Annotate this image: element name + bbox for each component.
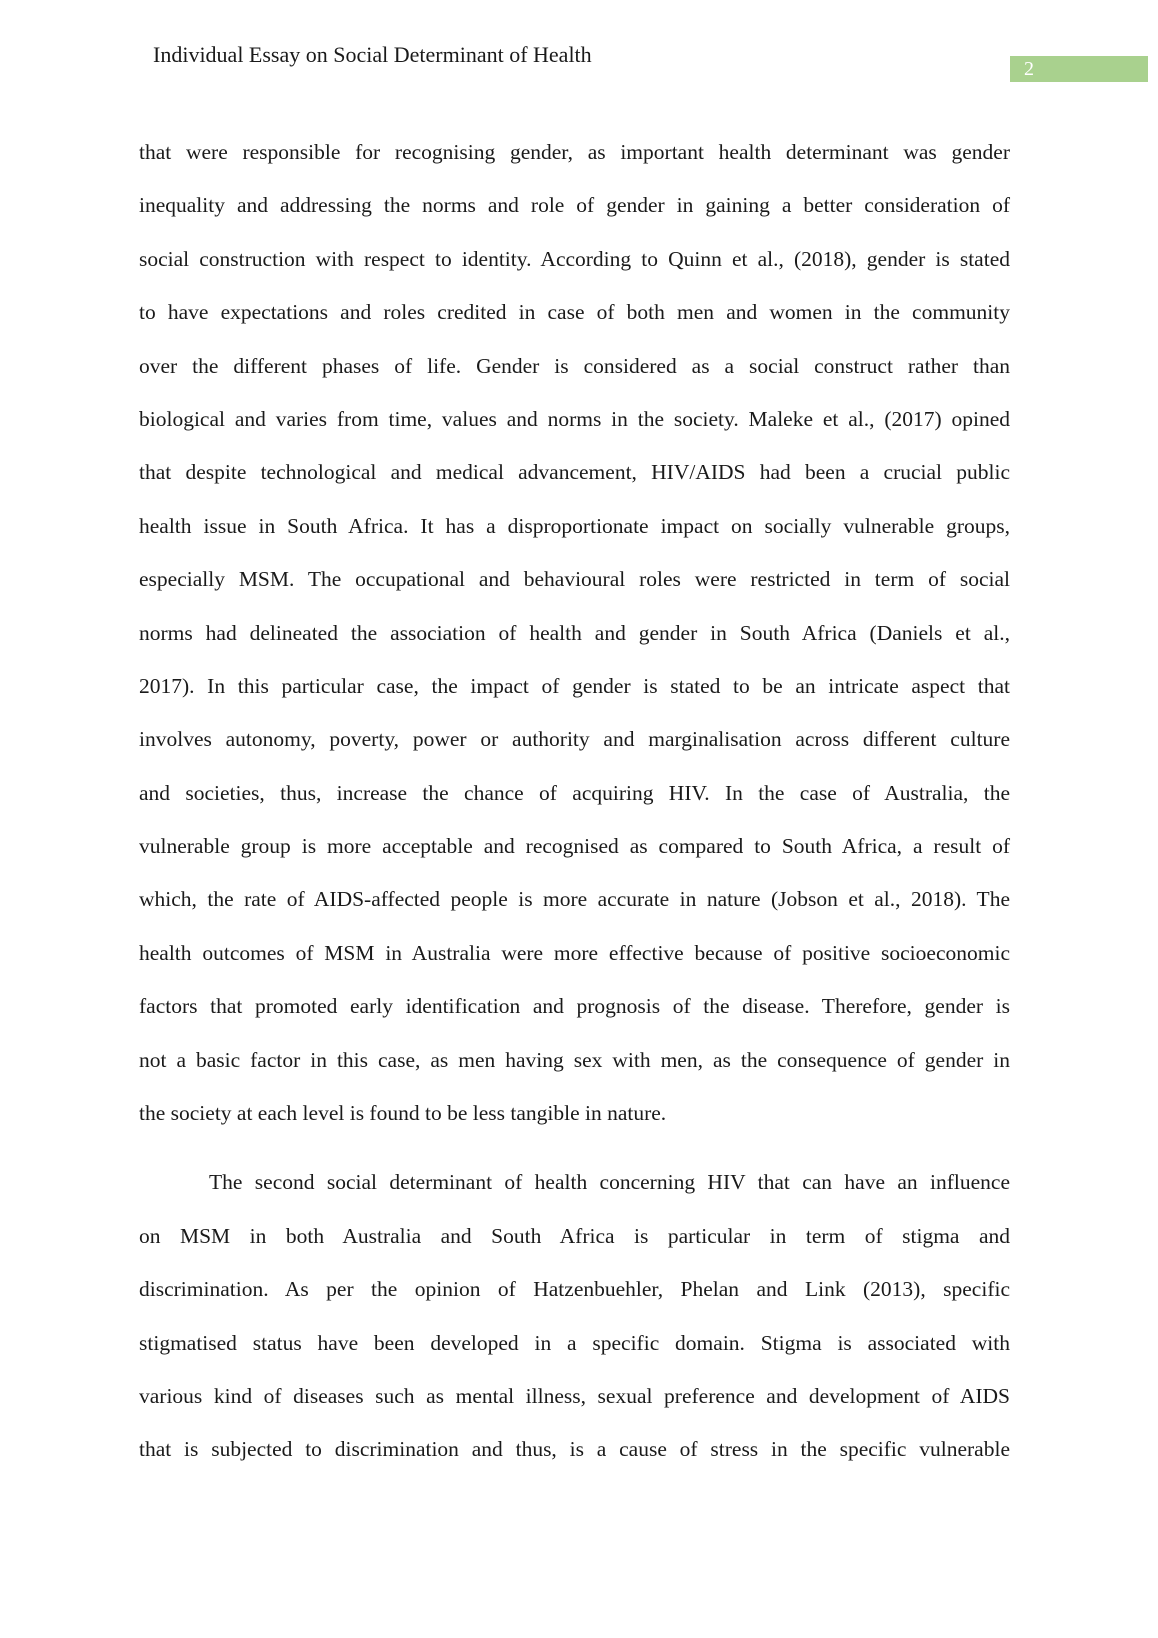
paragraph-spacer — [139, 1140, 1010, 1156]
text-line: norms had delineated the association of health and gender in South Africa (Daniels et al., — [139, 620, 1010, 645]
text-line: discrimination. As per the opinion of Hatzenbuehler, Phelan and Link (2013), specific — [139, 1277, 1010, 1302]
text-line: stigmatised status have been developed in a specific domain. Stigma is associated with — [139, 1330, 1010, 1355]
text-line: The second social determinant of health concerning HIV that can have an influence — [209, 1170, 1010, 1195]
text-line: vulnerable group is more acceptable and recognised as compared to South Africa, a result of — [139, 834, 1010, 859]
text-line: inequality and addressing the norms and role of gender in gaining a better consideration of — [139, 193, 1010, 218]
text-line: that is subjected to discrimination and thus, is a cause of stress in the specific vulnerable — [139, 1437, 1010, 1462]
text-line: social construction with respect to identity. According to Quinn et al., (2018), gender is stated — [139, 246, 1010, 271]
essay-body — [139, 126, 1010, 1477]
text-line: that despite technological and medical advancement, HIV/AIDS had been a crucial public — [139, 460, 1010, 485]
text-line: on MSM in both Australia and South Africa is particular in term of stigma and — [139, 1223, 1010, 1248]
text-line: 2017). In this particular case, the impact of gender is stated to be an intricate aspect that — [139, 673, 1010, 698]
running-header-title: Individual Essay on Social Determinant of Health — [153, 42, 592, 67]
text-line: to have expectations and roles credited in case of both men and women in the community — [139, 300, 1010, 325]
text-line: health issue in South Africa. It has a disproportionate impact on socially vulnerable groups, — [139, 513, 1010, 538]
text-line: the society at each level is found to be less tangible in nature. — [139, 1101, 667, 1126]
text-line: which, the rate of AIDS-affected people is more accurate in nature (Jobson et al., 2018). The — [139, 887, 1010, 912]
text-line: especially MSM. The occupational and behavioural roles were restricted in term of social — [139, 567, 1010, 592]
paragraph-stigma — [139, 1156, 1010, 1476]
text-line: various kind of diseases such as mental illness, sexual preference and development of AIDS — [139, 1383, 1010, 1408]
text-line: and societies, thus, increase the chance of acquiring HIV. In the case of Australia, the — [139, 780, 1010, 805]
text-line: that were responsible for recognising gender, as important health determinant was gender — [139, 140, 1010, 164]
text-line: factors that promoted early identification and prognosis of the disease. Therefore, gender is — [139, 994, 1010, 1019]
text-line: over the different phases of life. Gender is considered as a social construct rather than — [139, 353, 1010, 378]
paragraph-gender — [139, 126, 1010, 1140]
text-line: involves autonomy, poverty, power or authority and marginalisation across different culture — [139, 727, 1010, 752]
text-line: biological and varies from time, values and norms in the society. Maleke et al., (2017) opined — [139, 406, 1010, 431]
text-line: health outcomes of MSM in Australia were more effective because of positive socioeconomic — [139, 940, 1010, 965]
text-line: not a basic factor in this case, as men having sex with men, as the consequence of gender in — [139, 1047, 1010, 1072]
page-number-badge: 2 — [1010, 56, 1148, 82]
